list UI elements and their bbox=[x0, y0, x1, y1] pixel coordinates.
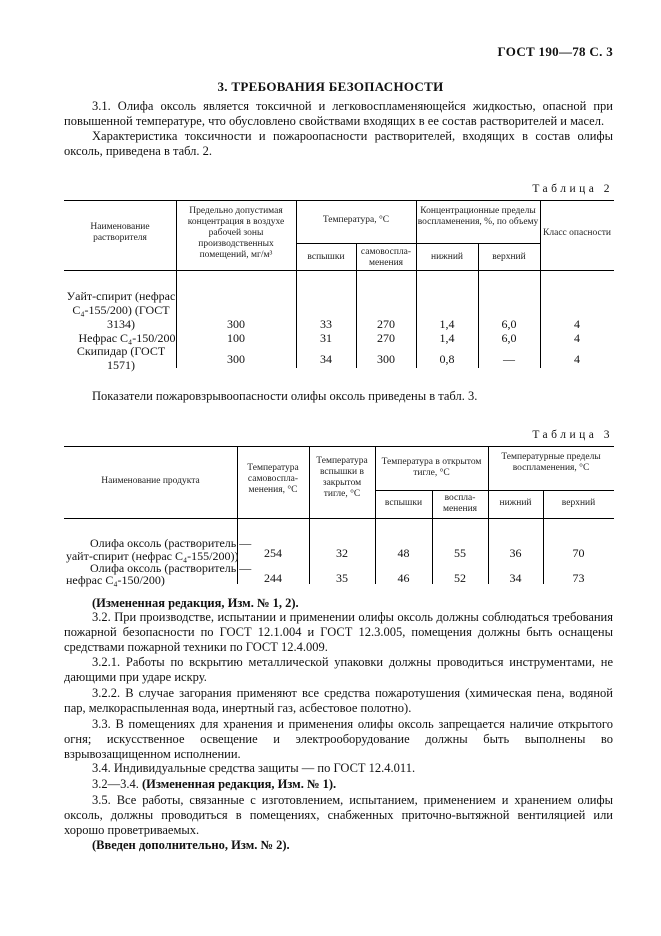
t2-row3-flash: 34 bbox=[320, 352, 332, 366]
t3-row2-name-line1: Олифа оксоль (растворитель — bbox=[90, 561, 252, 575]
t3-header-name: Наименование продукта bbox=[101, 476, 200, 486]
paragraph-3-4: 3.4. Индивидуальные средства защиты — по ГОСТ 12.4.011. bbox=[92, 761, 416, 775]
t2-header-high: верхний bbox=[492, 252, 526, 262]
t3-header-autoign: Температура самовоспла-менения, °С bbox=[247, 463, 299, 495]
t3-row1-ign: 55 bbox=[454, 546, 466, 560]
t2-row3-class: 4 bbox=[574, 352, 580, 366]
paragraph-3-2: 3.2. При производстве, испытании и применении олифы оксоль должны соблюдаться требования пожарной безопасности по ГОСТ 12.1.004 и ГОСТ 12.3.005, помещения должны быть оснащены средствами пожарной техники по ГОСТ 12.4.009. bbox=[64, 610, 613, 654]
amendment-note-2: (Введен дополнительно, Изм. № 2). bbox=[92, 838, 290, 852]
t3-header-flash-closed: Температура вспышки в закрытом тигле, °С bbox=[316, 456, 368, 499]
t2-row1-autoign: 270 bbox=[377, 317, 395, 331]
t2-header-flash: вспышки bbox=[307, 252, 345, 262]
t2-row1-class: 4 bbox=[574, 317, 580, 331]
t2-row1-pdk: 300 bbox=[227, 317, 245, 331]
table3-caption: Таблица 3 bbox=[532, 429, 613, 441]
amendment-text: (Измененная редакция, Изм. № 1). bbox=[142, 777, 337, 791]
t2-row2-high: 6,0 bbox=[501, 331, 517, 345]
t3-row1-high: 70 bbox=[572, 546, 585, 560]
t2-header-name: Наименование растворителя bbox=[90, 222, 150, 243]
t3-header-limits: Температурные пределы воспламенения, °С bbox=[501, 452, 601, 473]
t3-row1-low: 36 bbox=[509, 546, 522, 560]
t2-row2-pdk: 100 bbox=[227, 331, 245, 345]
paragraph-table3-intro: Показатели пожаровзрывоопасности олифы оксоль приведены в табл. 3. bbox=[92, 389, 478, 403]
t2-header-autoign: самовоспла-менения bbox=[360, 247, 412, 268]
t2-header-conc: Концентрационные пределы воспламенения, %, по объему bbox=[417, 206, 539, 227]
t2-row1-low: 1,4 bbox=[439, 317, 455, 331]
t3-row1-name-line2: уайт-спирит (нефрас С₄-155/200)) bbox=[66, 549, 239, 563]
table3-top-rule bbox=[64, 446, 614, 447]
t2-row2-name: Нефрас С₄-150/200 bbox=[78, 331, 176, 345]
t3-header-flash: вспышки bbox=[384, 498, 423, 508]
t3-row1-flash-closed: 32 bbox=[336, 546, 348, 560]
t3-row2-ign: 52 bbox=[454, 571, 466, 585]
table2-caption: Таблица 2 bbox=[532, 183, 613, 195]
t2-row1-high: 6,0 bbox=[501, 317, 517, 331]
t2-header-class: Класс опасности bbox=[543, 228, 611, 238]
t3-row2-flash-closed: 35 bbox=[336, 571, 348, 585]
t3-header-open: Температура в открытом тигле, °С bbox=[381, 457, 482, 478]
t2-row2-low: 1,4 bbox=[439, 331, 455, 345]
paragraph-3-2-2: 3.2.2. В случае загорания применяют все средства пожаротушения (химическая пена, водяной пар, мелкораспыленная вода, инертный газ, асбестовое полотно). bbox=[64, 686, 613, 715]
amendment-range: 3.2—3.4. bbox=[92, 777, 139, 791]
t3-row2-high: 73 bbox=[572, 571, 585, 585]
t2-row2-class: 4 bbox=[574, 331, 580, 345]
t3-header-low: нижний bbox=[499, 498, 532, 508]
t3-row2-low: 34 bbox=[509, 571, 522, 585]
paragraph-3-2-1: 3.2.1. Работы по вскрытию металлической упаковки должны проводиться инструментами, не дающими при ударе искру. bbox=[64, 655, 613, 684]
t2-row1-name: Уайт-спирит (нефрас С₄-155/200) (ГОСТ 3134) bbox=[66, 289, 176, 331]
t2-row3-high: — bbox=[503, 352, 515, 366]
t3-header-high: верхний bbox=[561, 498, 596, 508]
t2-header-low: нижний bbox=[431, 252, 463, 262]
t2-row3-pdk: 300 bbox=[227, 352, 245, 366]
t2-row2-autoign: 270 bbox=[377, 331, 395, 345]
table2-header-rule bbox=[64, 270, 614, 271]
paragraph-3-5: 3.5. Все работы, связанные с изготовлением, испытанием, применением и хранением олифы оксоль, должны проводиться в помещениях, снабженных приточно-вытяжной вентиляцией или хорошо проветриваемых. bbox=[64, 793, 613, 837]
page-header: ГОСТ 190—78 С. 3 bbox=[497, 44, 613, 59]
t3-header-ign: воспла-менения bbox=[442, 493, 478, 514]
t2-row3-low: 0,8 bbox=[439, 352, 455, 366]
t3-row2-name-line2: нефрас С₄-150/200) bbox=[66, 573, 165, 587]
t2-row1-flash: 33 bbox=[320, 317, 332, 331]
amendment-note-1: (Измененная редакция, Изм. № 1, 2). bbox=[92, 596, 299, 610]
t3-row1-flash: 48 bbox=[397, 546, 410, 560]
paragraph-3-3: 3.3. В помещениях для хранения и применения олифы оксоль запрещается наличие открытого огня; искусственное освещение и электрооборудование должны быть выполнены во взрывозащищенном исполнении. bbox=[64, 717, 613, 761]
t2-row3-name: Скипидар (ГОСТ 1571) bbox=[76, 344, 166, 372]
table2-top-rule bbox=[64, 200, 614, 201]
paragraph-3-1-b: Характеристика токсичности и пожароопасности растворителей, входящих в состав олифы оксоль, приведена в табл. 2. bbox=[64, 129, 613, 158]
t3-row1-name-line1: Олифа оксоль (растворитель — bbox=[90, 536, 252, 550]
amendment-note-3-2-3-4 bbox=[92, 777, 613, 792]
t3-row1-autoign: 254 bbox=[264, 546, 282, 560]
table3-header-rule bbox=[64, 518, 614, 519]
t2-header-pdk: Предельно допустимая концентрация в воздухе рабочей зоны производственных помещений, мг/м³ bbox=[187, 206, 285, 260]
section-title: 3. ТРЕБОВАНИЯ БЕЗОПАСНОСТИ bbox=[217, 79, 444, 94]
t2-row2-flash: 31 bbox=[320, 331, 332, 345]
t2-header-temp: Температура, °С bbox=[322, 215, 390, 225]
t3-row2-autoign: 244 bbox=[264, 571, 282, 585]
t3-row2-flash: 46 bbox=[397, 571, 410, 585]
paragraph-3-1: 3.1. Олифа оксоль является токсичной и легковоспламеняющейся жидкостью, опасной при повышенной температуре, что обусловлено свойствами входящих в ее состав растворителей и масел. bbox=[64, 99, 613, 128]
t2-row3-autoign: 300 bbox=[377, 352, 395, 366]
